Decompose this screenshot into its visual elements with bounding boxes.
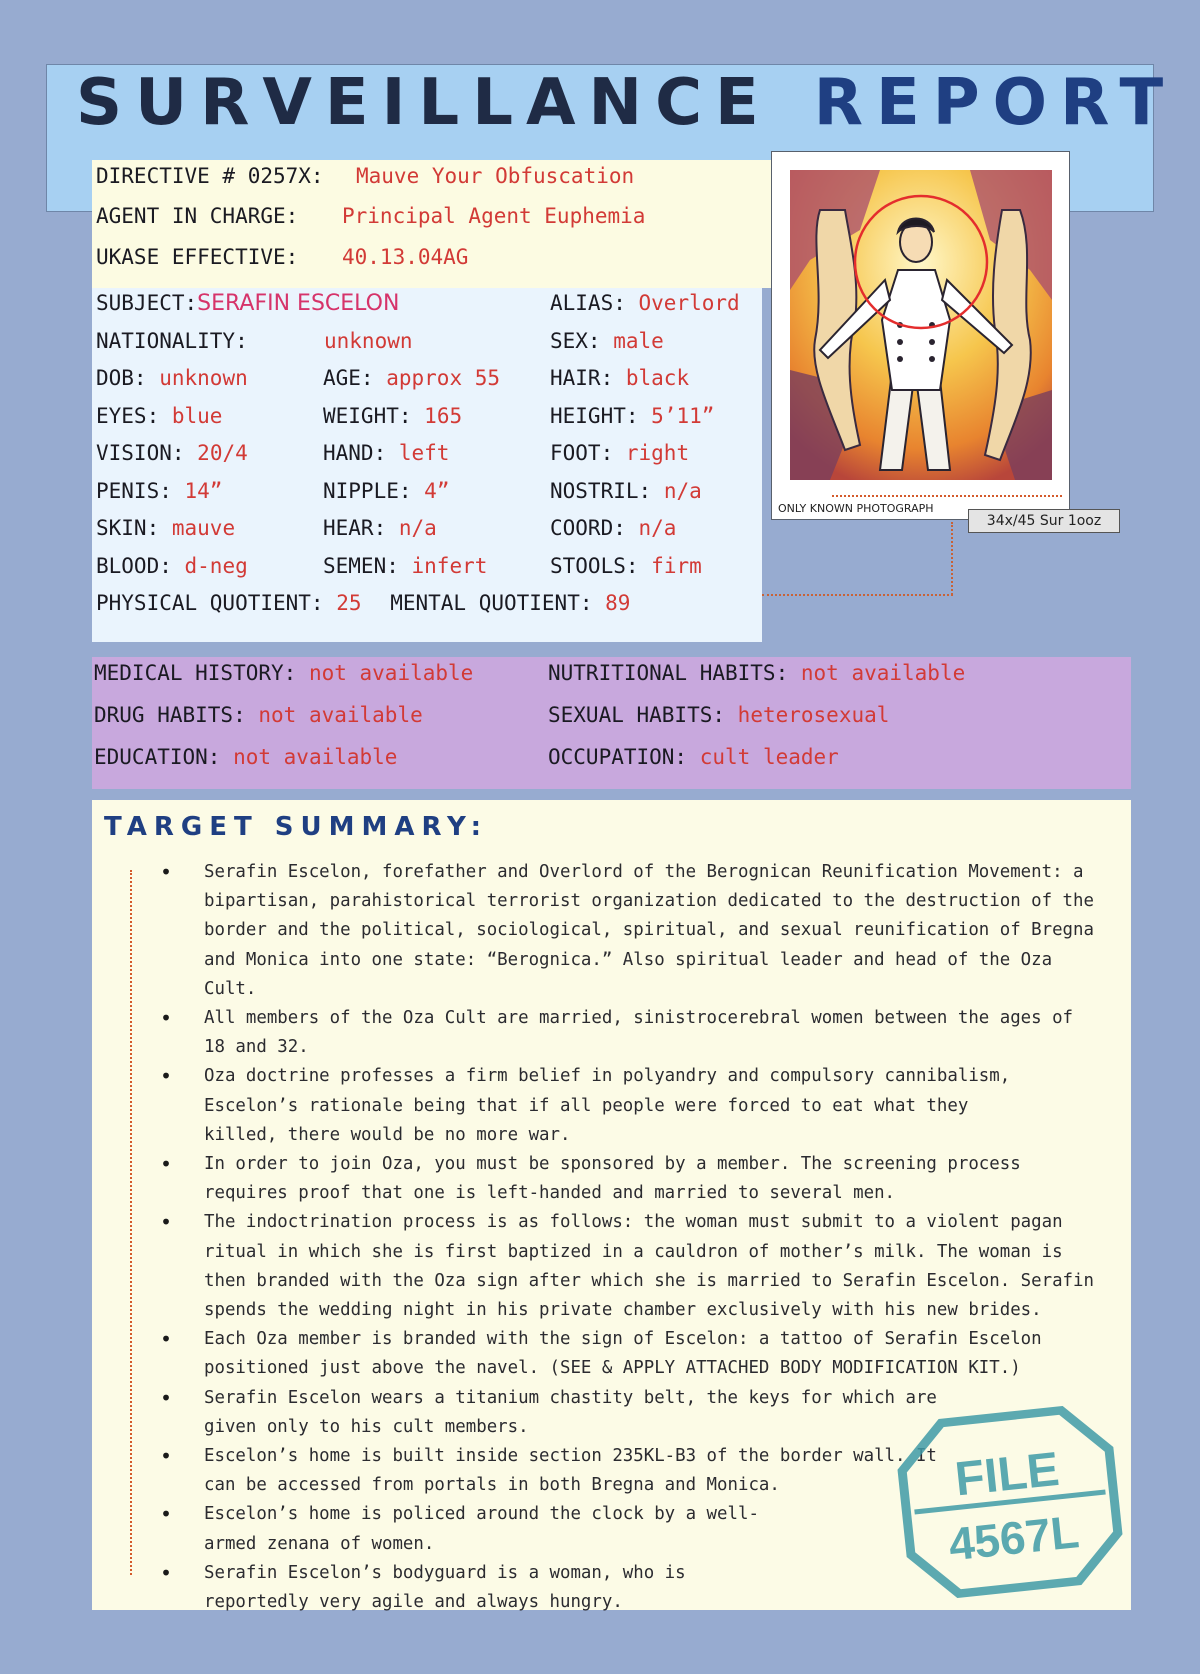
photo-connector-line	[762, 594, 953, 596]
field-value: heterosexual	[737, 703, 890, 727]
vision-field	[96, 441, 248, 465]
field-value: 14”	[184, 479, 223, 503]
penis-field	[96, 479, 222, 503]
nostril-field	[550, 479, 702, 503]
agent-label: AGENT IN CHARGE:	[96, 204, 299, 228]
field-value: mauve	[171, 516, 236, 540]
sexual-habits-field	[548, 703, 889, 727]
field-value: d-neg	[184, 554, 248, 578]
skin-field	[96, 516, 235, 540]
physical-quotient-value: 25	[336, 591, 362, 615]
title-word-report: REPORT	[813, 66, 1177, 140]
field-label: HAIR:	[550, 366, 614, 390]
field-value: not available	[233, 745, 398, 769]
summary-item: • Each Oza member is branded with the sign of Escelon: a tattoo of Serafin Escelon positioned just above the navel. (SEE & APPLY ATTACHED BODY MODIFICATION KIT.)	[158, 1325, 1098, 1383]
weight-field	[323, 404, 462, 428]
stools-field	[550, 554, 702, 578]
summary-dotted-rule	[130, 870, 132, 1575]
nationality-field	[96, 329, 413, 353]
field-label: SKIN:	[96, 516, 160, 540]
field-value: firm	[651, 554, 702, 578]
field-label: HEIGHT:	[550, 404, 639, 428]
photo-illustration	[790, 170, 1052, 480]
field-label: NIPPLE:	[323, 479, 412, 503]
ukase-value: 40.13.04AG	[342, 245, 469, 269]
field-label: AGE:	[323, 366, 374, 390]
directive-value: Mauve Your Obfuscation	[356, 164, 635, 188]
caption-dotted-rule	[832, 495, 1062, 497]
summary-item: • Serafin Escelon’s bodyguard is a woman, who is reportedly very agile and always hungry.	[158, 1559, 1098, 1617]
nutritional-habits-field	[548, 661, 965, 685]
hair-field	[550, 366, 689, 390]
subject-label: SUBJECT:	[96, 291, 198, 315]
photo-connector-line	[951, 522, 953, 595]
file-stamp	[891, 1401, 1129, 1603]
field-label: SEXUAL HABITS:	[548, 703, 726, 727]
mental-quotient-value: 89	[605, 591, 631, 615]
field-label: WEIGHT:	[323, 404, 412, 428]
field-value: unknown	[324, 329, 413, 353]
field-value: not available	[800, 661, 966, 685]
education-field	[94, 745, 397, 769]
summary-item: • In order to join Oza, you must be sponsored by a member. The screening process requires proof that one is left-handed and married to several men.	[158, 1150, 1098, 1208]
sex-field	[550, 329, 664, 353]
field-value: unknown	[159, 366, 248, 390]
summary-title: TARGET SUMMARY:	[104, 812, 489, 842]
field-label: STOOLS:	[550, 554, 639, 578]
field-value: not available	[258, 703, 423, 727]
photo-caption: ONLY KNOWN PHOTOGRAPH	[778, 502, 934, 515]
subject-section	[92, 288, 762, 642]
semen-field	[323, 554, 487, 578]
field-label: OCCUPATION:	[548, 745, 688, 769]
stamp-label: FILE	[952, 1442, 1062, 1507]
field-value: male	[613, 329, 664, 353]
summary-item: • Escelon’s home is policed around the clock by a well-armed zenana of women.	[158, 1500, 1098, 1558]
field-label: BLOOD:	[96, 554, 172, 578]
drug-habits-field	[94, 703, 423, 727]
directive-row	[96, 164, 635, 188]
directive-section	[92, 160, 772, 288]
nipple-field	[323, 479, 449, 503]
quotient-row	[96, 591, 630, 615]
field-value: blue	[171, 404, 223, 428]
field-value: n/a	[398, 516, 437, 540]
medical-history-field	[94, 661, 473, 685]
field-value: n/a	[638, 516, 677, 540]
summary-item: • Escelon’s home is built inside section 235KL-B3 of the border wall. It can be accessed from portals in both Bregna and Monica.	[158, 1442, 1098, 1500]
field-label: HEAR:	[323, 516, 387, 540]
field-value: cult leader	[699, 745, 839, 769]
summary-item: • Oza doctrine professes a firm belief in polyandry and compulsory cannibalism, Escelon’s rationale being that if all people were forced to eat what they killed, there would be no more war.	[158, 1062, 1098, 1150]
field-label: COORD:	[550, 516, 626, 540]
report-title	[76, 66, 1177, 140]
summary-item: • Serafin Escelon, forefather and Overlord of the Berognican Reunification Movement: a bipartisan, parahistorical terrorist organization dedicated to the destruction of the border and the political, sociological, spiritual, and sexual reunification of Bregna and Monica into one state: “Berognica.” Also spiritual leader and head of the Oza Cult.	[158, 858, 1098, 1004]
field-value: 4”	[424, 479, 450, 503]
field-label: SEMEN:	[323, 554, 399, 578]
alias-field	[550, 291, 740, 315]
summary-item: • All members of the Oza Cult are married, sinistrocerebral women between the ages of 18 and 32.	[158, 1004, 1098, 1062]
field-label: EYES:	[96, 404, 160, 428]
coord-field	[550, 516, 676, 540]
field-label: SEX:	[550, 329, 601, 353]
field-value: infert	[411, 554, 488, 578]
ukase-label: UKASE EFFECTIVE:	[96, 245, 299, 269]
field-value: approx 55	[386, 366, 501, 390]
foot-field	[550, 441, 689, 465]
field-label: FOOT:	[550, 441, 614, 465]
field-label: MEDICAL HISTORY:	[94, 661, 297, 685]
field-value: black	[625, 366, 690, 390]
field-value: not available	[308, 661, 474, 685]
field-label: EDUCATION:	[94, 745, 221, 769]
alias-label: ALIAS:	[550, 291, 626, 315]
agent-value: Principal Agent Euphemia	[342, 204, 646, 228]
directive-label: DIRECTIVE # 0257X:	[96, 164, 324, 188]
dob-field	[96, 366, 248, 390]
field-label: PENIS:	[96, 479, 172, 503]
summary-item: • The indoctrination process is as follows: the woman must submit to a violent pagan ritual in which she is first baptized in a cauldron of mother’s milk. The woman is then branded with the Oza sign after which she is married to Serafin Escelon. Serafin spends the wedding night in his private chamber exclusively with his new brides.	[158, 1208, 1098, 1325]
field-value: 20/4	[197, 441, 248, 465]
alias-value: Overlord	[638, 291, 740, 315]
habits-section	[92, 657, 1131, 789]
field-label: NATIONALITY:	[96, 329, 248, 353]
field-value: 5’11”	[651, 404, 715, 428]
stamp-number: 4567L	[946, 1505, 1082, 1571]
subject-name: SERAFIN ESCELON	[197, 291, 400, 316]
hand-field	[323, 441, 449, 465]
mental-quotient-label: MENTAL QUOTIENT:	[390, 591, 593, 615]
field-label: NUTRITIONAL HABITS:	[548, 661, 789, 685]
occupation-field	[548, 745, 839, 769]
field-label: DOB:	[96, 366, 147, 390]
field-value: right	[625, 441, 690, 465]
hear-field	[323, 516, 437, 540]
physical-quotient-label: PHYSICAL QUOTIENT:	[96, 591, 324, 615]
subject-row	[96, 291, 399, 316]
ukase-row	[96, 245, 469, 269]
field-value: 165	[424, 404, 463, 428]
subject-photo	[771, 151, 1070, 520]
field-value: n/a	[663, 479, 702, 503]
height-field	[550, 404, 714, 428]
eyes-field	[96, 404, 222, 428]
age-field	[323, 366, 500, 390]
field-value: left	[398, 441, 450, 465]
photo-size-tag: 34x/45 Sur 1ooz	[968, 509, 1120, 533]
field-label: VISION:	[96, 441, 185, 465]
agent-row	[96, 204, 646, 228]
blood-field	[96, 554, 248, 578]
summary-item: • Serafin Escelon wears a titanium chastity belt, the keys for which are given only to his cult members.	[158, 1384, 1098, 1442]
title-word-surveillance: SURVEILLANCE	[76, 66, 772, 140]
field-label: HAND:	[323, 441, 387, 465]
field-label: DRUG HABITS:	[94, 703, 246, 727]
field-label: NOSTRIL:	[550, 479, 652, 503]
